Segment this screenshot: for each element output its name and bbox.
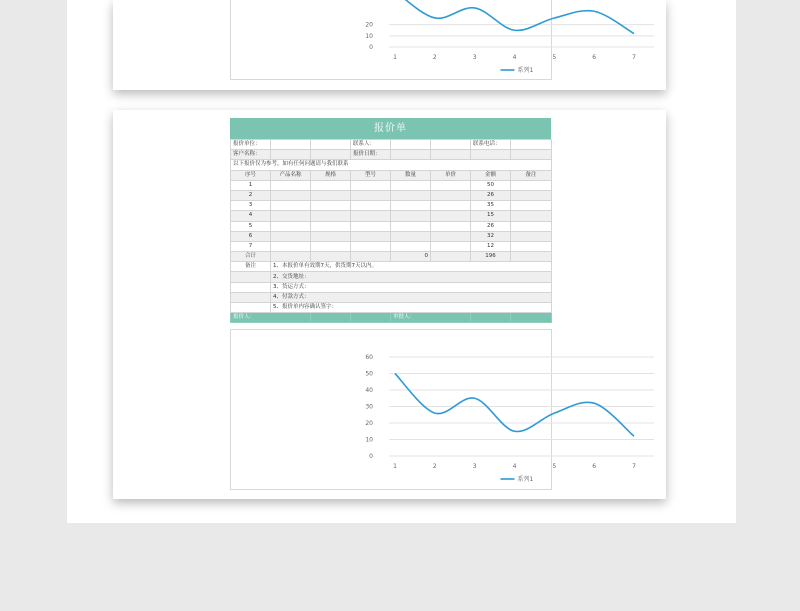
remark-row (231, 303, 552, 313)
y-tick-label: 0 (369, 453, 373, 460)
table-cell (431, 241, 471, 251)
remark-line: 5、报价单内容确认签字： (271, 303, 552, 313)
y-tick-label: 10 (365, 436, 373, 444)
chart-top-container (230, 0, 636, 80)
y-tick-label: 40 (365, 387, 373, 394)
info-cell (471, 150, 511, 160)
line-chart-bottom (231, 330, 636, 489)
row-number: 2 (231, 190, 271, 200)
table-cell (391, 241, 431, 251)
y-tick-label: 20 (365, 21, 373, 29)
legend-label: 系列1 (517, 67, 534, 74)
column-header: 备注 (511, 170, 552, 180)
remark-row (231, 272, 552, 282)
info-cell (311, 150, 351, 160)
item-row (231, 211, 552, 221)
table-cell (271, 252, 311, 262)
table-cell (271, 201, 311, 211)
series-line (395, 374, 634, 437)
quotation-sheet (230, 118, 551, 323)
table-cell (431, 201, 471, 211)
info-row (231, 150, 552, 160)
y-tick-label: 60 (365, 354, 373, 361)
row-amount: 26 (471, 221, 511, 231)
remark-line: 4、付款方式： (271, 292, 552, 302)
item-row (231, 190, 552, 200)
x-tick-label: 3 (472, 463, 477, 470)
table-cell (351, 313, 391, 323)
chart-bottom-container (230, 329, 636, 490)
table-cell (231, 292, 271, 302)
table-cell (311, 241, 351, 251)
row-number: 5 (231, 221, 271, 231)
column-header: 型号 (351, 170, 391, 180)
table-cell (231, 303, 271, 313)
header-row (231, 170, 552, 180)
table-cell (391, 231, 431, 241)
y-tick-label: 30 (365, 403, 373, 411)
table-cell (311, 313, 351, 323)
table-cell (431, 231, 471, 241)
table-cell (271, 190, 311, 200)
column-header: 单价 (431, 170, 471, 180)
info-row (231, 140, 552, 150)
remark-line: 1、本报价单有效期7天，供货期7天以内。 (271, 262, 552, 272)
table-cell (431, 190, 471, 200)
info-cell (311, 140, 351, 150)
row-amount: 15 (471, 211, 511, 221)
row-number: 4 (231, 211, 271, 221)
table-cell (391, 190, 431, 200)
remark-line: 3、货运方式： (271, 282, 552, 292)
row-amount: 32 (471, 231, 511, 241)
x-tick-label: 6 (592, 463, 597, 470)
x-tick-label: 6 (592, 54, 597, 61)
table-cell (311, 201, 351, 211)
quoter-label: 报价人： (231, 313, 311, 323)
row-number: 7 (231, 241, 271, 251)
info-cell (391, 140, 431, 150)
info-cell: 报价单位： (231, 140, 271, 150)
info-cell (271, 140, 311, 150)
table-cell (271, 241, 311, 251)
remark-line: 2、交货地址： (271, 272, 552, 282)
table-cell (351, 211, 391, 221)
item-row (231, 180, 552, 190)
table-cell (351, 252, 391, 262)
table-cell (271, 180, 311, 190)
preview-card-top (113, 0, 666, 90)
item-row (231, 241, 552, 251)
table-cell (311, 190, 351, 200)
table-cell (511, 201, 552, 211)
remark-row (231, 282, 552, 292)
x-tick-label: 2 (432, 463, 437, 470)
row-amount: 35 (471, 201, 511, 211)
table-cell (511, 190, 552, 200)
remarks-label: 备注 (231, 262, 271, 272)
x-tick-label: 7 (632, 54, 636, 61)
remark-row (231, 292, 552, 302)
info-cell (391, 150, 431, 160)
y-tick-label: 20 (365, 420, 373, 427)
table-cell (351, 190, 391, 200)
x-tick-label: 5 (552, 463, 557, 470)
row-amount: 12 (471, 241, 511, 251)
info-cell (511, 140, 552, 150)
table-cell (351, 180, 391, 190)
table-cell (431, 211, 471, 221)
x-tick-label: 2 (432, 54, 437, 61)
quotation-table (230, 139, 552, 323)
table-cell (431, 180, 471, 190)
note-row (231, 160, 552, 170)
table-cell (391, 201, 431, 211)
info-cell: 联系人： (351, 140, 391, 150)
table-cell (311, 252, 351, 262)
line-chart-top (231, 0, 636, 79)
total-qty: 0 (391, 252, 431, 262)
table-cell (511, 221, 552, 231)
table-cell (231, 282, 271, 292)
table-cell (391, 211, 431, 221)
x-tick-label: 7 (632, 463, 636, 470)
table-cell (231, 272, 271, 282)
table-cell (391, 180, 431, 190)
info-cell (431, 150, 471, 160)
table-cell (271, 211, 311, 221)
table-cell (271, 221, 311, 231)
y-tick-label: 10 (365, 32, 373, 40)
series-line (395, 0, 634, 34)
table-cell (311, 211, 351, 221)
x-tick-label: 3 (472, 54, 477, 61)
y-tick-label: 0 (369, 44, 373, 51)
preview-card-main (113, 110, 666, 499)
table-cell (351, 241, 391, 251)
footer-row (231, 313, 552, 323)
total-row (231, 252, 552, 262)
table-cell (311, 221, 351, 231)
info-cell (271, 150, 311, 160)
x-tick-label: 4 (512, 54, 517, 61)
table-cell (511, 252, 552, 262)
item-row (231, 231, 552, 241)
row-number: 3 (231, 201, 271, 211)
table-cell (511, 241, 552, 251)
column-header: 金额 (471, 170, 511, 180)
table-cell (351, 221, 391, 231)
table-cell (351, 231, 391, 241)
info-cell: 报价日期： (351, 150, 391, 160)
note-text: 以下报价仅为参考，如有任何问题请与我们联系 (231, 160, 552, 170)
x-tick-label: 1 (393, 54, 397, 61)
table-cell (311, 180, 351, 190)
column-header: 产品名称 (271, 170, 311, 180)
item-row (231, 201, 552, 211)
x-tick-label: 4 (512, 463, 517, 470)
sheet-title: 报价单 (230, 118, 551, 139)
info-cell: 联系电话： (471, 140, 511, 150)
x-tick-label: 5 (552, 54, 557, 61)
table-cell (431, 221, 471, 231)
row-amount: 26 (471, 190, 511, 200)
table-cell (391, 221, 431, 231)
row-number: 6 (231, 231, 271, 241)
table-cell (471, 313, 511, 323)
row-amount: 50 (471, 180, 511, 190)
total-amount: 196 (471, 252, 511, 262)
table-cell (511, 313, 552, 323)
column-header: 数量 (391, 170, 431, 180)
table-cell (511, 211, 552, 221)
remark-row (231, 262, 552, 272)
table-cell (511, 180, 552, 190)
info-cell (431, 140, 471, 150)
x-tick-label: 1 (393, 463, 397, 470)
table-cell (351, 201, 391, 211)
table-cell (271, 231, 311, 241)
total-label: 合计 (231, 252, 271, 262)
y-tick-label: 50 (365, 370, 373, 378)
column-header: 序号 (231, 170, 271, 180)
table-cell (311, 231, 351, 241)
column-header: 规格 (311, 170, 351, 180)
item-row (231, 221, 552, 231)
table-cell (511, 231, 552, 241)
table-cell (431, 252, 471, 262)
approver-label: 审批人： (391, 313, 471, 323)
legend-label: 系列1 (517, 476, 534, 483)
row-number: 1 (231, 180, 271, 190)
info-cell (511, 150, 552, 160)
info-cell: 客户名称： (231, 150, 271, 160)
